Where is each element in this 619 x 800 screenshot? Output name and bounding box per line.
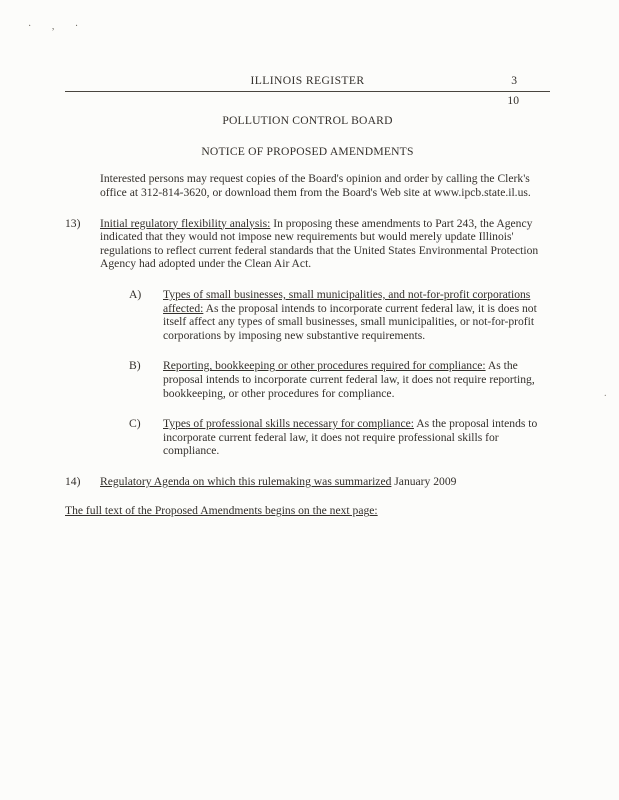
- intro-paragraph: Interested persons may request copies of the Board's opinion and order by calling the Clerk's office at 312-814-3620, or download them from the Board's Web site at www.ipcb.state.il.us.: [100, 172, 531, 199]
- scan-artifact-right-margin: ·: [603, 391, 607, 402]
- subitem-c-heading: Types of professional skills necessary for compliance:: [163, 417, 414, 431]
- item-13-heading: Initial regulatory flexibility analysis:: [100, 216, 271, 230]
- subitem-a-letter: A): [129, 287, 142, 301]
- subitem-a-heading: Types of small businesses, small municipalities, and not-for-profit corporations affected:: [163, 287, 531, 315]
- scan-artifact-top-left: · , ·: [28, 21, 88, 32]
- subitem-c-text: [163, 417, 550, 458]
- item-13-number: 13): [65, 216, 81, 230]
- item-14-number: 14): [65, 474, 81, 488]
- item-13-body: In proposing these amendments to Part 243, the Agency indicated that they would not impose new requirements but would merely update Illinois' regulations to reflect current federal standards that the United States Environmental Protection Agency had adopted under the Clean Air Act.: [100, 216, 539, 271]
- item-14-text: [100, 475, 550, 489]
- notice-title: NOTICE OF PROPOSED AMENDMENTS: [201, 144, 414, 158]
- subitem-b-body: As the proposal intends to incorporate current federal law, it does not require reporting, bookkeeping, or other procedures for compliance.: [163, 359, 535, 400]
- item-14: [65, 475, 550, 489]
- subitem-a-text: [163, 288, 550, 342]
- subitem-c: [129, 417, 550, 458]
- subitem-b-heading: Reporting, bookkeeping or other procedures required for compliance:: [163, 359, 486, 373]
- item-14-heading: Regulatory Agenda on which this rulemaking was summarized: [100, 474, 392, 488]
- page-number: 3: [511, 74, 517, 87]
- item-13: [65, 217, 550, 271]
- subitem-c-letter: C): [129, 417, 141, 431]
- subitem-b: [129, 359, 550, 400]
- subitem-c-body: As the proposal intends to incorporate current federal law, it does not require professional skills for compliance.: [163, 417, 538, 458]
- subitem-a-body: As the proposal intends to incorporate current federal law, it is does not itself affect any types of small businesses, small municipalities, or not-for-profit corporations by imposing new substantive requirements.: [163, 301, 537, 342]
- page-header: [65, 74, 550, 92]
- issue-number: 10: [507, 93, 519, 107]
- register-title: ILLINOIS REGISTER: [250, 74, 365, 87]
- item-14-body: January 2009: [391, 474, 457, 488]
- board-title: POLLUTION CONTROL BOARD: [222, 114, 393, 128]
- closing-line: The full text of the Proposed Amendments begins on the next page:: [65, 504, 378, 518]
- subitem-b-letter: B): [129, 359, 141, 373]
- subitem-a: [129, 288, 550, 342]
- subitem-b-text: [163, 359, 550, 400]
- item-13-text: [100, 217, 550, 271]
